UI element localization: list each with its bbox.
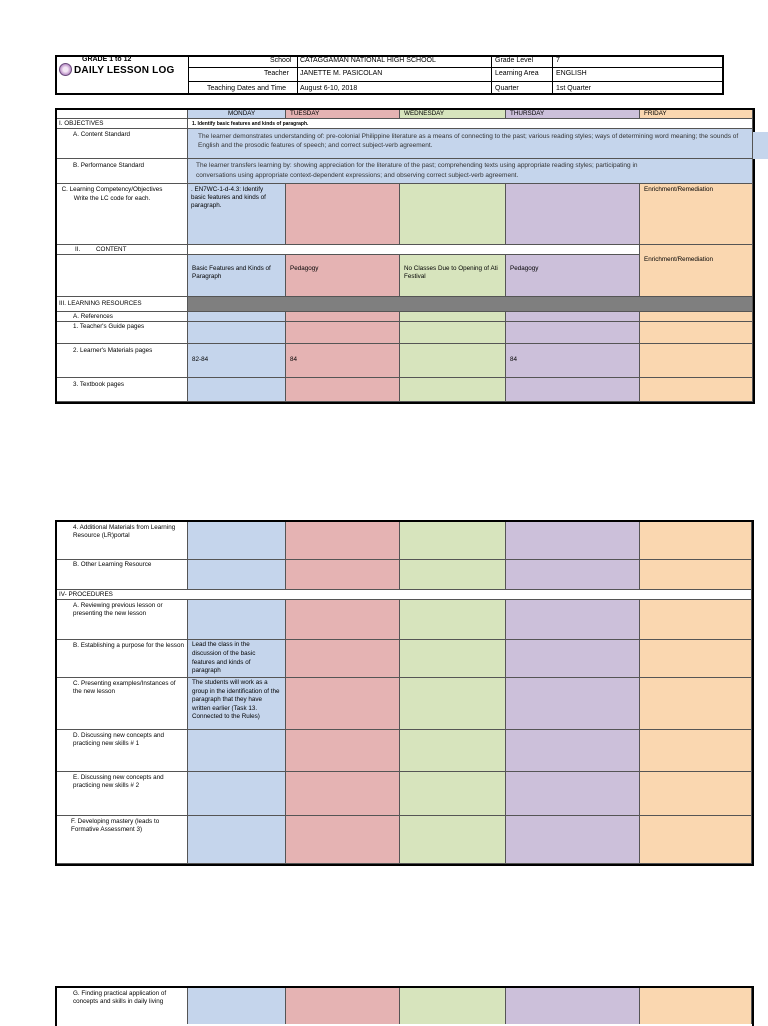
proc-c-monday: The students will work as a group in the identification of the paragraph that they have written earlier (Task 13. Connected to the Rules) xyxy=(192,679,280,720)
competency-monday: . EN7WC-1-d-4.3: Identify basic features and kinds of paragraph. xyxy=(191,186,266,209)
content-tuesday: Pedagogy xyxy=(290,265,319,272)
resources-bar xyxy=(188,297,753,312)
proc-g-label: G. Finding practical application of concepts and skills in daily living xyxy=(73,990,167,1005)
competency-label: C. Learning Competency/Objectives Write the LC code for each. xyxy=(61,186,163,202)
additional-materials-label: 4. Additional Materials from Learning Resource (LR)portal xyxy=(73,524,176,539)
day-header-thursday: THURSDAY xyxy=(506,110,640,119)
other-resource-label: B. Other Learning Resource xyxy=(73,561,152,568)
deped-seal-icon xyxy=(59,63,72,76)
proc-e-label: E. Discussing new concepts and practicing new skills # 2 xyxy=(73,774,164,789)
objectives-note: 1. Identify basic features and kinds of paragraph. xyxy=(188,119,753,129)
content-wednesday: No Classes Due to Opening of Ati Festival xyxy=(404,265,498,280)
resources-label: III. LEARNING RESOURCES xyxy=(59,300,142,307)
school-value: CATAGGAMAN NATIONAL HIGH SCHOOL xyxy=(300,57,436,64)
proc-b-monday: Lead the class in the discussion of the basic features and kinds of paragraph xyxy=(192,641,256,675)
teacher-label: Teacher xyxy=(264,70,289,77)
quarter-value: 1st Quarter xyxy=(556,85,592,92)
day-header-tuesday: TUESDAY xyxy=(286,110,400,119)
content-friday: Enrichment/Remediation xyxy=(644,256,713,263)
lm-pages-label: 2. Learner's Materials pages xyxy=(73,347,153,354)
proc-d-label: D. Discussing new concepts and practicing new skills # 1 xyxy=(73,732,165,747)
performance-standard-value: The learner transfers learning by: showing appreciation for the literature of the past; comprehending texts using appropriate reading styles; participating in conversations using appropriate context-dependent expressions; and observing correct subject-verb agreement. xyxy=(196,162,638,179)
day-header-wednesday: WEDNESDAY xyxy=(400,110,506,119)
content-standard-label: A. Content Standard xyxy=(73,131,131,138)
textbook-label: 3. Textbook pages xyxy=(73,381,124,388)
proc-a-label: A. Reviewing previous lesson or presenting the new lesson xyxy=(73,602,163,617)
objectives-label: I. OBJECTIVES xyxy=(57,119,188,129)
tg-pages-label: 1. Teacher's Guide pages xyxy=(73,323,145,330)
competency-friday: Enrichment/Remediation xyxy=(644,186,713,193)
grade-level-value: 7 xyxy=(556,57,560,64)
grade-level-label: Grade Level xyxy=(495,57,534,64)
day-header-monday: MONDAY xyxy=(188,110,286,119)
learning-area-label: Learning Area xyxy=(495,70,539,77)
teacher-value: JANETTE M. PASICOLAN xyxy=(300,70,383,77)
proc-b-label: B. Establishing a purpose for the lesson xyxy=(73,642,184,649)
lm-monday: 82-84 xyxy=(192,356,209,363)
content-thursday: Pedagogy xyxy=(510,265,539,272)
grade-range: GRADE 1 to 12 xyxy=(82,56,132,63)
lm-tuesday: 84 xyxy=(290,356,298,363)
content-standard-value: The learner demonstrates understanding of: pre-colonial Philippine literature as a means of connecting to the past; various reading styles; ways of determining word meaning; the sounds of English and the prosodic features of speech; and correct subject-verb agreement. xyxy=(198,133,739,149)
dates-label: Teaching Dates and Time xyxy=(207,85,286,92)
school-label: School xyxy=(270,57,292,64)
procedures-label: IV- PROCEDURES xyxy=(59,591,113,598)
dates-value: August 6-10, 2018 xyxy=(300,85,358,92)
proc-c-label: C. Presenting examples/Instances of the new lesson xyxy=(73,680,176,695)
quarter-label: Quarter xyxy=(495,85,519,92)
performance-standard-label: B. Performance Standard xyxy=(73,162,145,169)
lm-thursday: 84 xyxy=(510,356,518,363)
content-monday: Basic Features and Kinds of Paragraph xyxy=(192,265,271,280)
content-label: II. CONTENT xyxy=(75,246,127,253)
day-header-friday: FRIDAY xyxy=(640,110,753,119)
page-title: DAILY LESSON LOG xyxy=(74,65,175,76)
learning-area-value: ENGLISH xyxy=(556,70,587,77)
proc-f-label: F. Developing mastery (leads to Formative Assessment 3) xyxy=(71,818,160,833)
references-label: A. References xyxy=(73,313,113,320)
